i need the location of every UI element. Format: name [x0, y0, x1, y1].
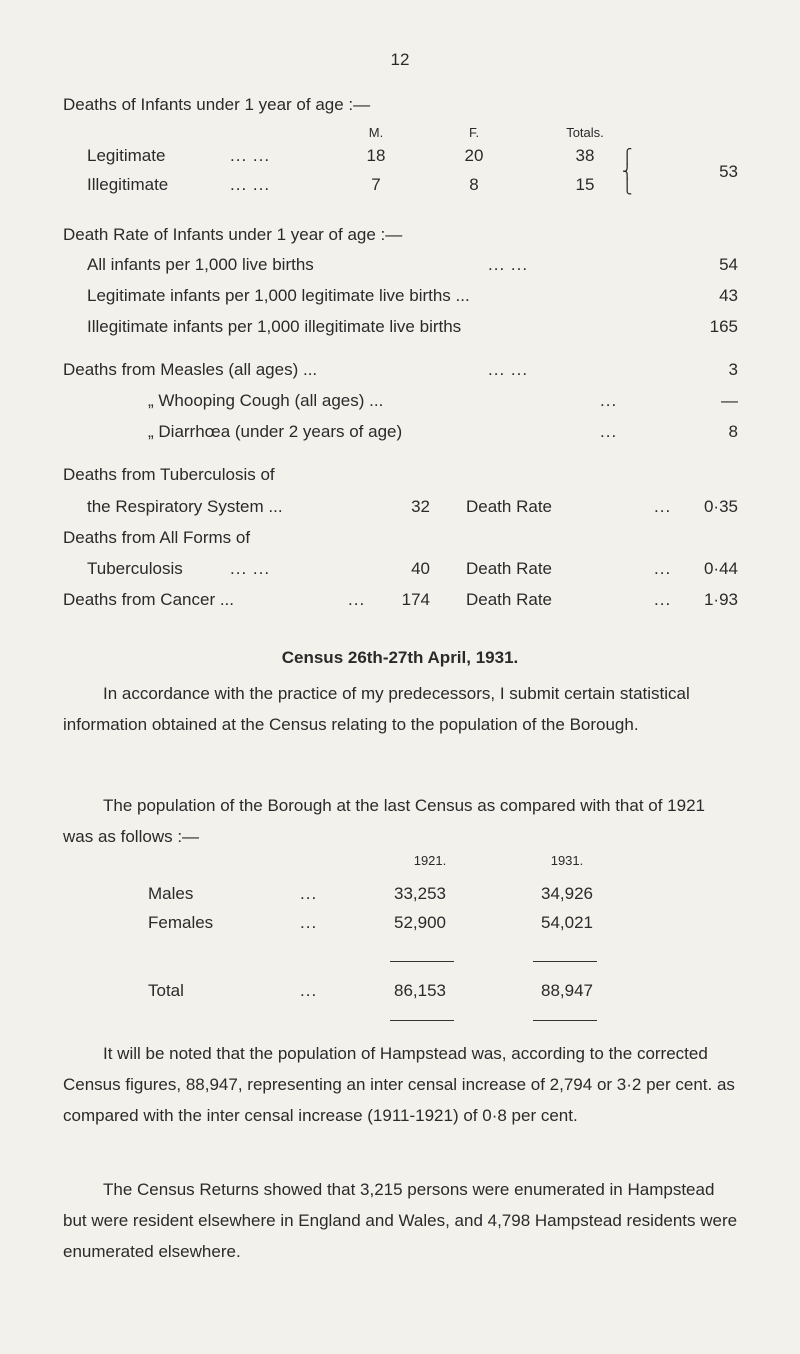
row-total: 38 [575, 146, 595, 165]
cancer-label: Deaths from Cancer ... [63, 590, 235, 609]
col-m-header: M. [368, 125, 384, 140]
total-1931: 88,947 [541, 981, 593, 1000]
tb-count: 40 [411, 559, 430, 578]
census-title: Census 26th-27th April, 1931. [281, 648, 519, 667]
divider [390, 961, 454, 962]
rate-value: 0·44 [703, 559, 738, 578]
population-1931: 54,021 [541, 913, 593, 932]
infant-deaths-grand-total: 53 [719, 162, 738, 181]
rate-label: Death Rate [466, 590, 552, 609]
rate-label: Illegitimate infants per 1,000 illegitimate live births [87, 317, 462, 336]
leader-dots: ... ... [488, 360, 529, 379]
leader-dots: ... ... [230, 175, 271, 194]
leader-dots: ... [300, 981, 318, 1000]
rate-label: Legitimate infants per 1,000 legitimate live births ... [87, 286, 470, 305]
leader-dots: ... [600, 422, 618, 441]
death-count: 3 [728, 360, 738, 379]
male-count: 18 [366, 146, 386, 165]
census-row-label: Males [148, 884, 194, 903]
tb-label-line1: Deaths from All Forms of [63, 528, 251, 547]
death-count: 8 [728, 422, 738, 441]
leader-dots: ... [654, 590, 672, 609]
rate-value: 43 [719, 286, 738, 305]
male-count: 7 [371, 175, 381, 194]
census-total-label: Total [148, 981, 184, 1000]
leader-dots: ... [300, 884, 318, 903]
leader-dots: ... [348, 590, 366, 609]
tb-label-line1: Deaths from Tuberculosis of [63, 465, 275, 484]
rate-value: 1·93 [703, 590, 738, 609]
divider [533, 1020, 597, 1021]
tb-label-line2: Tuberculosis [87, 559, 183, 578]
census-row-label: Females [148, 913, 214, 932]
population-note: It will be noted that the population of Hampstead was, according to the corrected Census figures, 88,947, representing an inter censal increase of 2,794 or 3·2 per cent. as compared with the inter censal increase (1911-1921) of 0·8 per cent. [63, 1044, 735, 1125]
female-count: 20 [464, 146, 484, 165]
death-label: „ Diarrhœa (under 2 years of age) [148, 422, 403, 441]
rate-label: All infants per 1,000 live births [87, 255, 314, 274]
row-label: Illegitimate [87, 175, 169, 194]
death-label: Deaths from Measles (all ages) ... [63, 360, 318, 379]
total-1921: 86,153 [394, 981, 446, 1000]
census-intro: In accordance with the practice of my predecessors, I submit certain statistical information obtained at the Census relating to the population of the Borough. [63, 684, 690, 734]
row-total: 15 [575, 175, 595, 194]
leader-dots: ... ... [230, 559, 271, 578]
leader-dots: ... ... [230, 146, 271, 165]
brace-glyph: ⎧ ⎨ ⎩ [622, 149, 633, 195]
tb-label-line2: the Respiratory System ... [87, 497, 283, 516]
tb-count: 32 [411, 497, 430, 516]
col-1921-header: 1921. [413, 853, 447, 868]
death-rate-heading: Death Rate of Infants under 1 year of age :— [63, 225, 403, 244]
death-count: — [721, 391, 738, 410]
census-returns-note: The Census Returns showed that 3,215 persons were enumerated in Hampstead but were resident elsewhere in England and Wales, and 4,798 Hampstead residents were enumerated elsewhere. [63, 1180, 738, 1261]
leader-dots: ... ... [488, 255, 529, 274]
population-1931: 34,926 [541, 884, 593, 903]
page-number: 12 [390, 50, 410, 69]
population-1921: 33,253 [394, 884, 446, 903]
rate-label: Death Rate [466, 559, 552, 578]
leader-dots: ... [654, 559, 672, 578]
rate-label: Death Rate [466, 497, 552, 516]
rate-value: 165 [709, 317, 738, 336]
female-count: 8 [469, 175, 479, 194]
census-comparison-intro: The population of the Borough at the last Census as compared with that of 1921 was as follows :— [63, 796, 705, 846]
leader-dots: ... [654, 497, 672, 516]
row-label: Legitimate [87, 146, 166, 165]
leader-dots: ... [300, 913, 318, 932]
cancer-count: 174 [401, 590, 430, 609]
rate-value: 0·35 [703, 497, 738, 516]
population-1921: 52,900 [394, 913, 446, 932]
rate-value: 54 [719, 255, 738, 274]
col-totals-header: Totals. [566, 125, 604, 140]
death-label: „ Whooping Cough (all ages) ... [148, 391, 384, 410]
leader-dots: ... [600, 391, 618, 410]
divider [533, 961, 597, 962]
infant-deaths-heading: Deaths of Infants under 1 year of age :— [63, 95, 371, 114]
col-f-header: F. [468, 125, 480, 140]
divider [390, 1020, 454, 1021]
col-1931-header: 1931. [550, 853, 584, 868]
